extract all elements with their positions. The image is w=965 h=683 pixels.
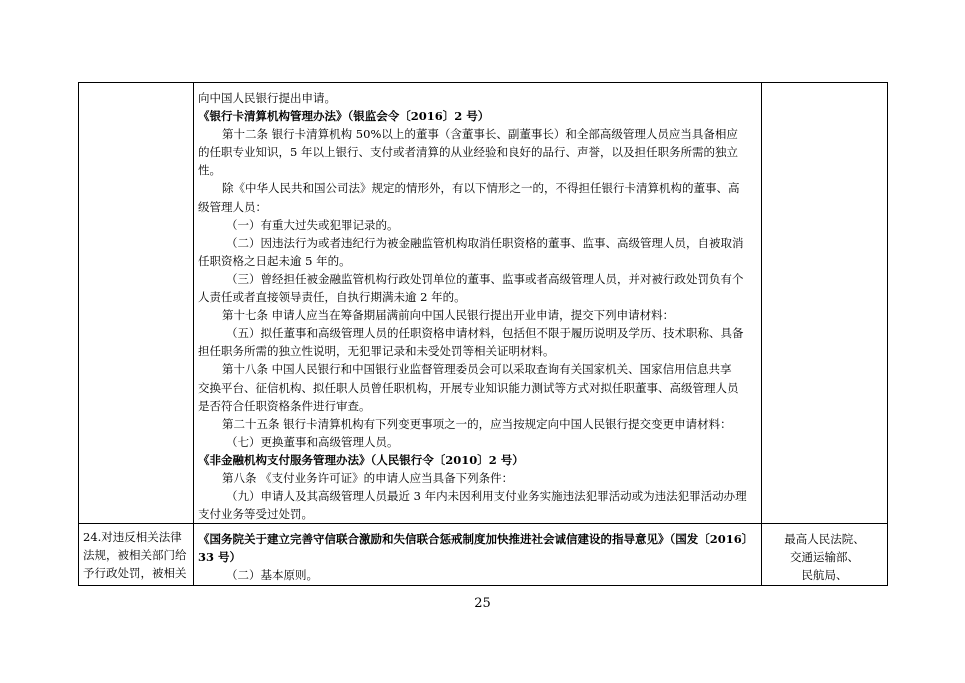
text-line: 的任职专业知识，5 年以上银行、支付或者清算的从业经验和良好的品行、声誉，以及担任职务所需的独立: [198, 145, 738, 160]
col1-cell-item: [79, 524, 194, 585]
text-line: 性。: [198, 163, 221, 178]
text-line: 予行政处罚，被相关: [83, 566, 187, 581]
page-number: 25: [474, 596, 491, 611]
regulation-title: 《银行卡清算机构管理办法》（银监会令〔2016〕2 号）: [198, 109, 490, 124]
item-description: [79, 524, 193, 582]
text-line: （五）拟任董事和高级管理人员的任职资格申请材料，包括但不限于履历说明及学历、技术职称、具备: [226, 326, 744, 341]
text-line: 第十八条 中国人民银行和中国银行业监督管理委员会可以采取查询有关国家机关、国家信用信息共享: [222, 362, 732, 377]
col2-cell-basis: [194, 524, 762, 585]
regulation-title: 《国务院关于建立完善守信联合激励和失信联合惩戒制度加快推进社会诚信建设的指导意见》（国发〔2016〕: [198, 532, 754, 547]
table-row-previous: [79, 83, 888, 524]
col1-cell-empty: [79, 83, 194, 524]
regulation-title: 33 号）: [198, 550, 242, 565]
implementing-departments: [762, 524, 887, 584]
text-line: （二）基本原则。: [226, 568, 318, 583]
text-line: 民航局、: [801, 568, 848, 583]
text-line: 法规，被相关部门给: [83, 548, 187, 563]
col2-cell-basis: [194, 83, 762, 524]
table-row-24: [79, 524, 888, 585]
text-line: 支付业务等受过处罚。: [198, 507, 313, 522]
text-line: （二）因违法行为或者违纪行为被金融监管机构取消任职资格的董事、监事、高级管理人员，自被取消: [226, 235, 744, 250]
text-line: 任职资格之日起未逾 5 年的。: [198, 253, 351, 268]
text-line: （九）申请人及其高级管理人员最近 3 年内未因利用支付业务实施违法犯罪活动或为违法犯罪活动办理: [226, 489, 747, 504]
col3-cell-empty: [762, 83, 888, 524]
col3-cell-departments: [762, 524, 888, 585]
text-line: 担任职务所需的独立性说明，无犯罪记录和未受处罚等相关证明材料。: [198, 344, 555, 359]
text-line: 第二十五条 银行卡清算机构有下列变更事项之一的，应当按规定向中国人民银行提交变更申请材料：: [222, 416, 732, 431]
legal-basis-text: [194, 524, 761, 584]
text-line: 第八条 《支付业务许可证》的申请人应当具备下列条件：: [222, 470, 514, 485]
text-line: 向中国人民银行提出申请。: [198, 91, 336, 105]
text-line: 交通运输部、: [790, 550, 859, 565]
text-line: （七）更换董事和高级管理人员。: [226, 434, 399, 449]
regulation-table: [78, 82, 888, 586]
text-line: （一）有重大过失或犯罪记录的。: [226, 217, 399, 232]
text-line: 最高人民法院、: [784, 532, 865, 547]
text-line: 24.对违反相关法律: [83, 530, 182, 545]
text-line: 是否符合任职资格条件进行审查。: [198, 398, 371, 413]
legal-basis-text: [194, 83, 761, 523]
regulation-title: 《非金融机构支付服务管理办法》（人民银行令〔2010〕2 号）: [198, 452, 524, 467]
text-line: 交换平台、征信机构、拟任职人员曾任职机构，开展专业知识能力测试等方式对拟任职董事、高级管理人员: [198, 380, 739, 395]
text-line: 第十七条 申请人应当在筹备期届满前向中国人民银行提出开业申请，提交下列申请材料：: [222, 308, 675, 323]
text-line: （三）曾经担任被金融监管机构行政处罚单位的董事、监事或者高级管理人员，并对被行政处罚负有个: [226, 271, 744, 286]
text-line: 级管理人员：: [198, 199, 267, 214]
text-line: 第十二条 银行卡清算机构 50%以上的董事（含董事长、副董事长）和全部高级管理人员应当具备相应: [222, 127, 738, 142]
text-line: 除《中华人民共和国公司法》规定的情形外，有以下情形之一的，不得担任银行卡清算机构的董事、高: [222, 181, 740, 196]
text-line: 人责任或者直接领导责任，自执行期满未逾 2 年的。: [198, 290, 466, 305]
